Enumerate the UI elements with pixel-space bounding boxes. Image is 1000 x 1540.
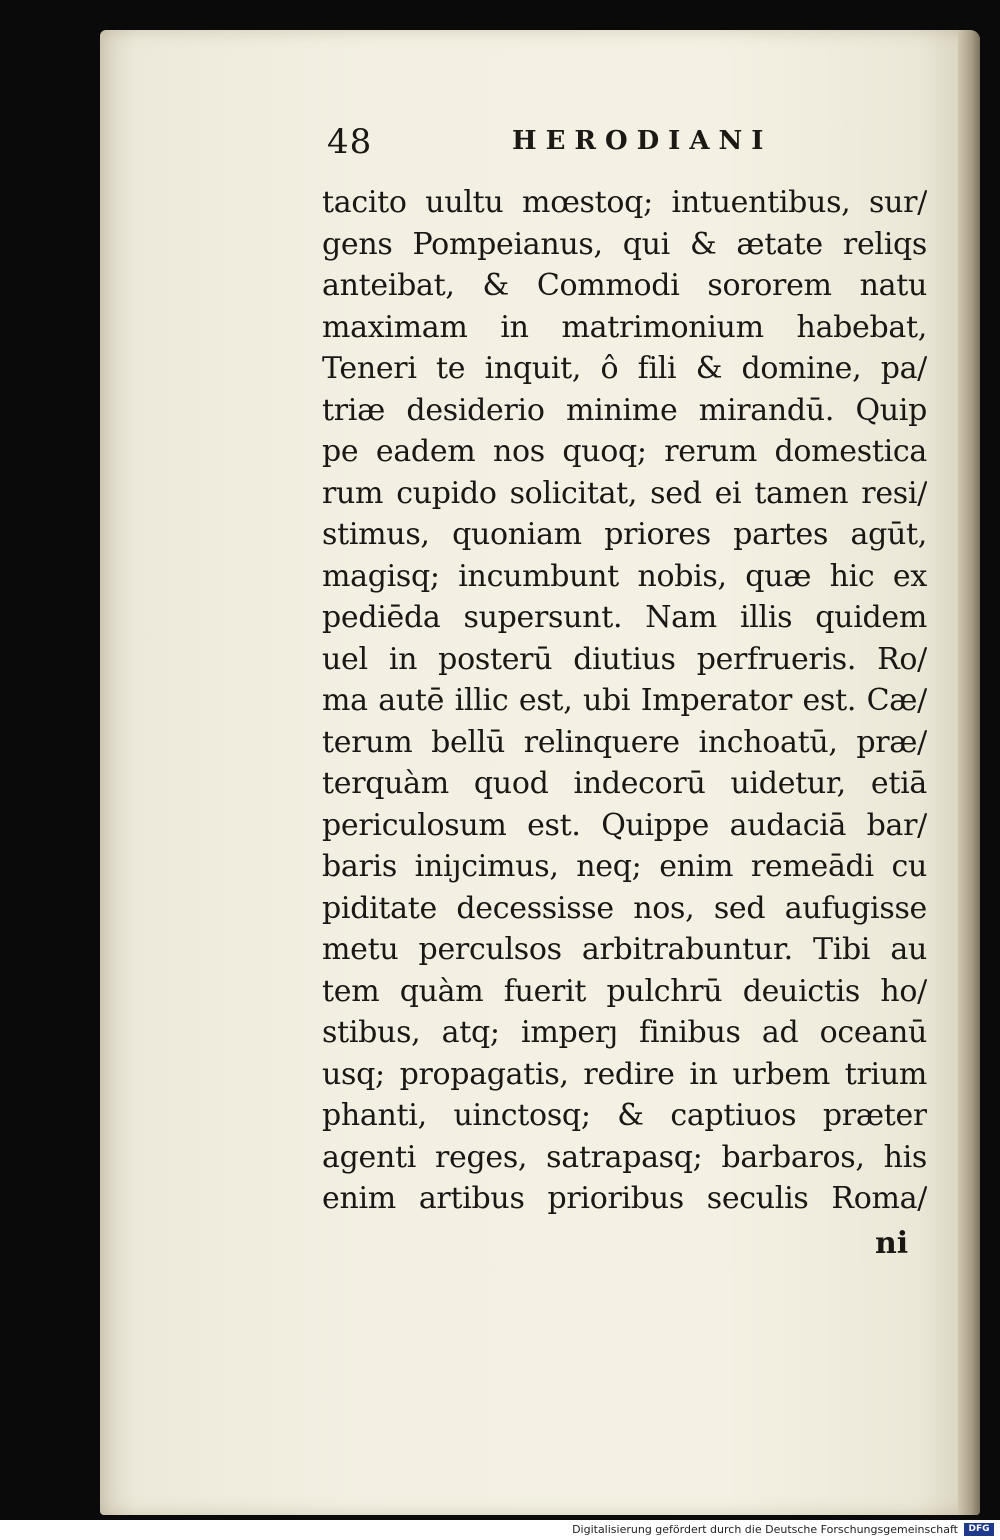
text-line: magisq; incumbunt nobis, quæ hic ex (322, 558, 927, 594)
text-line: usq; propagatis, redire in urbem trium (322, 1056, 927, 1092)
text-line: metu perculsos arbitrabuntur. Tibi au (322, 932, 927, 967)
funding-credit: Digitalisierung gefördert durch die Deutsche Forschungsgemeinschaft (572, 1523, 958, 1536)
text-line: triæ desiderio minime mirandū. Quip (322, 392, 927, 428)
text-line: Teneri te inquit, ô fili & domine, pa/ (322, 351, 927, 386)
text-line: tacito uultu mœstoq; intuentibus, sur/ (322, 185, 927, 220)
text-line: stimus, quoniam priores partes agūt, (322, 517, 927, 552)
running-head (327, 122, 927, 172)
text-block (322, 182, 927, 1220)
text-line: ma autē illic est, ubi Imperator est. Cæ/ (322, 683, 927, 718)
catchword: ni (875, 1226, 909, 1261)
text-line: pe eadem nos quoq; rerum domestica (322, 434, 927, 469)
text-line: tem quàm fuerit pulchrū deuictis ho/ (322, 973, 927, 1009)
running-title: HERODIANI (512, 126, 773, 156)
text-line: periculosum est. Quippe audaciā bar/ (322, 807, 927, 843)
text-line: anteibat, & Commodi sororem natu (322, 268, 927, 303)
text-line: rum cupido solicitat, sed ei tamen resi/ (322, 475, 927, 511)
text-line: phanti, uinctosq; & captiuos præter (322, 1098, 927, 1133)
text-line: uel in posterū diutius perfrueris. Ro/ (322, 641, 927, 677)
text-line: gens Pompeianus, qui & ætate reliqs (322, 226, 927, 262)
text-line: agenti reges, satrapasq; barbaros, his (322, 1139, 927, 1175)
text-line: enim artibus prioribus seculis Roma/ (322, 1181, 927, 1216)
text-line: piditate decessisse nos, sed aufugisse (322, 890, 927, 926)
text-line: pediēda supersunt. Nam illis quidem (322, 600, 927, 635)
text-line: baris iniȷcimus, neq; enim remeādi cu (322, 849, 927, 884)
text-line: stibus, atq; imperȷ finibus ad oceanū (322, 1015, 927, 1050)
page-number: 48 (327, 122, 373, 162)
footer-bar (0, 1520, 1000, 1540)
text-line: maximam in matrimonium habebat, (322, 309, 927, 345)
page-edge (958, 30, 980, 1515)
text-line: terquàm quod indecorū uidetur, etiā (322, 766, 927, 801)
text-line: terum bellū relinquere inchoatū, præ/ (322, 724, 927, 760)
dfg-logo-icon: DFG (964, 1523, 994, 1536)
